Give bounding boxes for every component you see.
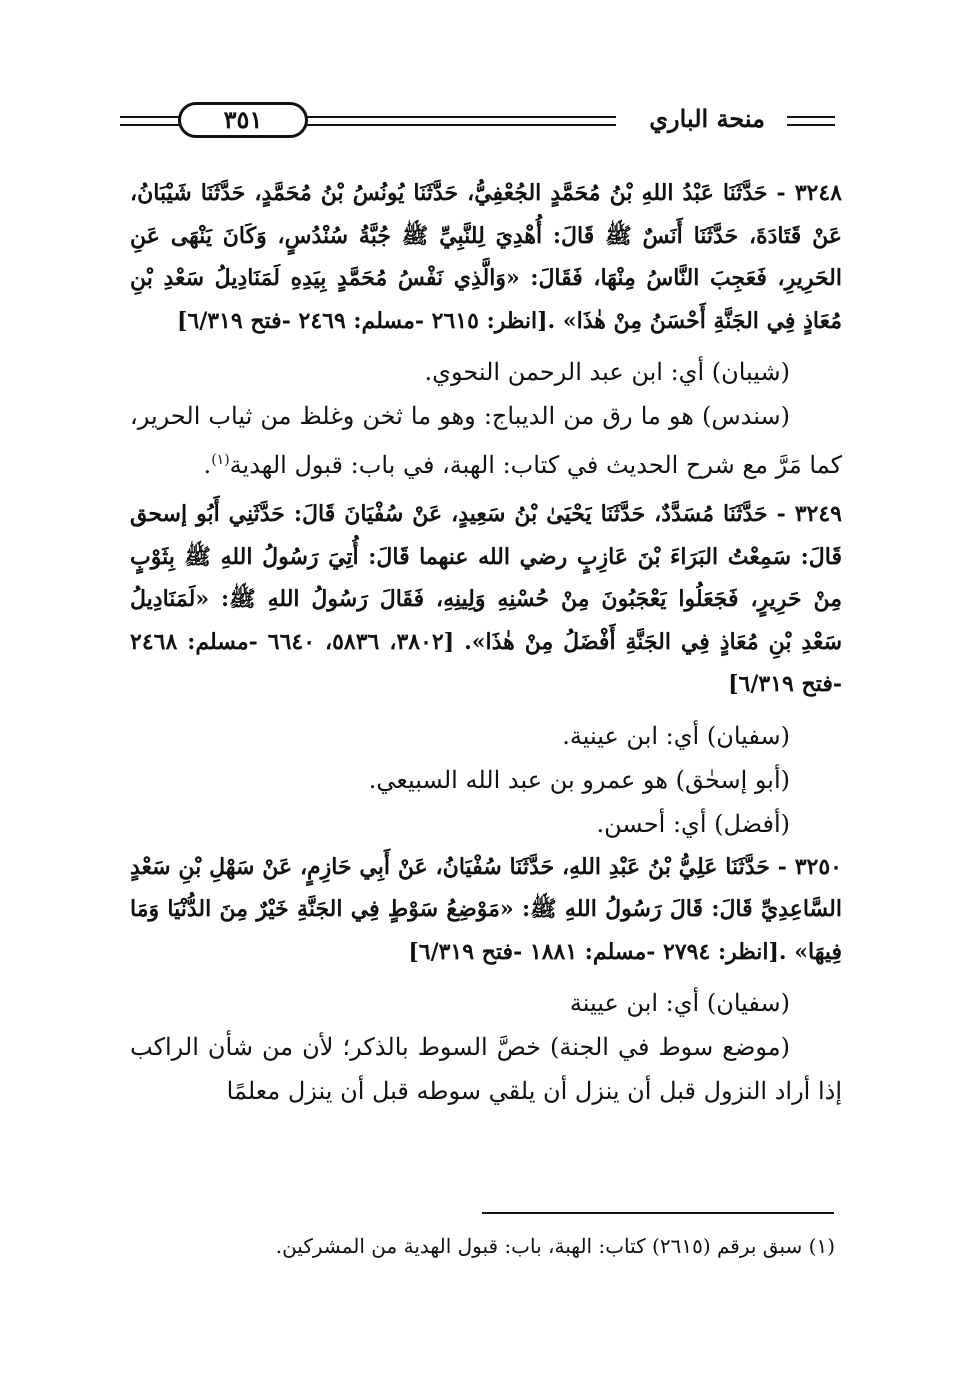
header-rule-right-top [787, 116, 835, 118]
commentary-sundus: (سندس) هو ما رق من الديباج: وهو ما ثخن وغلظ من ثياب الحرير، كما مَرَّ مع شرح الحديث في كتاب: الهبة، في باب: قبول الهدية$^{(١)}$. [130, 402, 842, 479]
header-rule-middle-bottom [306, 124, 616, 126]
header-rule-right-bottom [787, 124, 835, 126]
commentary-abu-ishaq: (أبو إسحٰق) هو عمرو بن عبد الله السبيعي. [368, 765, 790, 794]
commentary-shayban: (شيبان) أي: ابن عبد الرحمن النحوي. [424, 358, 790, 386]
page-number: ٣٥١ [178, 102, 308, 138]
hadith-3249: ٣٢٤٩ - حَدَّثَنَا مُسَدَّدٌ، حَدَّثَنَا يَحْيَىٰ بْنُ سَعِيدٍ، عَنْ سُفْيَانَ قَالَ: حَدَّثَنِي أَبُو إسحق قَالَ: سَمِعْتُ البَرَاءَ بْنَ عَازِبٍ رضي الله عنهما قَالَ: أُتِيَ رَسُولُ اللهِ ﷺ بِثَوْبٍ مِنْ حَرِيرٍ، فَجَعَلُوا يَعْجَبُونَ مِنْ حُسْنِهِ وَلِينِهِ، فَقَالَ رَسُولُ اللهِ ﷺ: «لَمَنَادِيلُ سَعْدِ بْنِ مُعَاذٍ فِي الجَنَّةِ أَفْضَلُ مِنْ هٰذَا». [٣٨٠٢، ٥٨٣٦، ٦٦٤٠ -مسلم: ٢٤٦٨ -فتح ٦/٣١٩] [130, 501, 843, 697]
header-rule-left-bottom [120, 124, 182, 126]
commentary-mawdi-sawt: (موضع سوط في الجنة) خصَّ السوط بالذكر؛ لأن من شأن الراكب إذا أراد النزول قبل أن ينزل أن يلقي سوطه قبل أن ينزل معلمًا [130, 1033, 842, 1105]
header-rule-middle-top [306, 116, 616, 118]
hadith-3248: ٣٢٤٨ - حَدَّثَنَا عَبْدُ اللهِ بْنُ مُحَمَّدٍ الجُعْفِيُّ، حَدَّثَنَا يُونُسُ بْنُ مُحَمَّدٍ، حَدَّثَنَا شَيْبَانُ، عَنْ قَتَادَةَ، حَدَّثَنَا أَنَسٌ ﷺ قَالَ: أُهْدِيَ لِلنَّبِيِّ ﷺ جُبَّةُ سُنْدُسٍ، وَكَانَ يَنْهَى عَنِ الحَرِيرِ، فَعَجِبَ النَّاسُ مِنْهَا، فَقَالَ: «وَالَّذِي نَفْسُ مُحَمَّدٍ بِيَدِهِ لَمَنَادِيلُ سَعْدِ بْنِ مُعَاذٍ فِي الجَنَّةِ أَحْسَنُ مِنْ هٰذَا» .[انظر: ٢٦١٥ -مسلم: ٢٤٦٩ -فتح ٦/٣١٩] [130, 180, 842, 334]
page-header [120, 98, 835, 142]
hadith-3250: ٣٢٥٠ - حَدَّثَنَا عَلِيُّ بْنُ عَبْدِ اللهِ، حَدَّثَنَا سُفْيَانُ، عَنْ أَبِي حَازِمٍ، عَنْ سَهْلِ بْنِ سَعْدٍ السَّاعِدِيِّ قَالَ: قَالَ رَسُولُ اللهِ ﷺ: «مَوْضِعُ سَوْطٍ فِي الجَنَّةِ خَيْرٌ مِنَ الدُّنْيَا وَمَا فِيهَا» .[انظر: ٢٧٩٤ -مسلم: ١٨٨١ -فتح ٦/٣١٩] [130, 853, 842, 965]
commentary-afdal: (أفضل) أي: أحسن. [596, 809, 790, 838]
commentary-sufyan-2: (سفيان) أي: ابن عيينة [569, 989, 790, 1017]
footnote: (١) سبق برقم (٢٦١٥) كتاب: الهبة، باب: قبول الهدية من المشركين. [275, 1234, 835, 1258]
page-body [130, 172, 842, 1113]
commentary-sufyan-1: (سفيان) أي: ابن عينية. [562, 721, 790, 750]
running-title: منحة الباري [649, 104, 765, 133]
footnote-separator [482, 1212, 834, 1214]
commentary-sundus-text: (سندس) هو ما رق من الديباج: وهو ما ثخن وغلظ من ثياب الحرير، كما مَرَّ مع شرح الحديث في كتاب: الهبة، في باب: قبول الهدية [130, 402, 842, 479]
header-rule-left-top [120, 116, 182, 118]
footnote-marker: (١) [211, 452, 230, 468]
